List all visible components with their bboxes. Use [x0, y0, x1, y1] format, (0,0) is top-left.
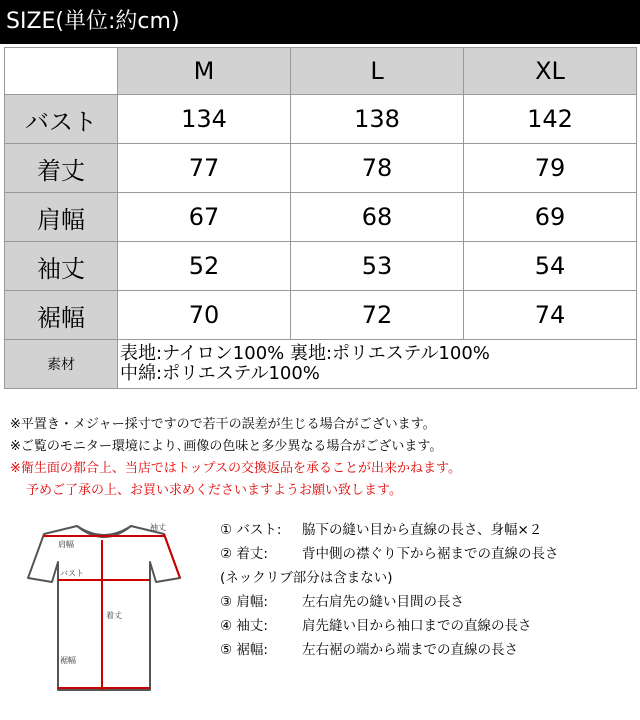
table-cell: 68 — [291, 193, 464, 242]
table-cell: 79 — [464, 144, 637, 193]
row-label-hem: 裾幅 — [5, 291, 118, 340]
legend-item: ② 着丈: 背中側の襟ぐり下から裾までの直線の長さ — [220, 546, 559, 562]
table-cell: 72 — [291, 291, 464, 340]
row-label-shoulder: 肩幅 — [5, 193, 118, 242]
row-label-material: 素材 — [5, 340, 118, 389]
column-header-xl: XL — [464, 48, 637, 95]
corner-cell — [5, 48, 118, 95]
table-cell: 77 — [118, 144, 291, 193]
note-no-returns: ※衛生面の都合上、当店ではトップスの交換返品を承ることが出来かねます。 — [10, 461, 461, 476]
table-cell: 138 — [291, 95, 464, 144]
legend-item: ③ 肩幅: 左右肩先の縫い目間の長さ — [220, 594, 464, 610]
table-row — [5, 193, 637, 242]
size-header — [0, 0, 640, 44]
bust-label: バスト — [60, 569, 84, 578]
legend-item: ④ 袖丈: 肩先縫い目から袖口までの直線の長さ — [220, 618, 532, 634]
note-monitor: ※ご覧のモニター環境により､画像の色味と多少異なる場合がございます。 — [10, 439, 443, 454]
table-row — [5, 242, 637, 291]
table-cell: 54 — [464, 242, 637, 291]
table-cell: 78 — [291, 144, 464, 193]
note-acknowledge: 予めご了承の上、お買い求めくださいますようお願い致します。 — [26, 483, 402, 498]
row-label-bust: バスト — [5, 95, 118, 144]
shoulder-label: 肩幅 — [58, 540, 74, 549]
column-header-m: M — [118, 48, 291, 95]
table-cell: 52 — [118, 242, 291, 291]
table-cell: 142 — [464, 95, 637, 144]
table-cell: 74 — [464, 291, 637, 340]
row-label-length: 着丈 — [5, 144, 118, 193]
table-cell: 69 — [464, 193, 637, 242]
note-measurement: ※平置き・メジャー採寸ですので若干の誤差が生じる場合がございます。 — [10, 417, 436, 432]
measurement-legend — [220, 518, 559, 662]
size-table — [4, 47, 637, 389]
table-row — [5, 291, 637, 340]
hem-label: 裾幅 — [60, 656, 76, 665]
table-cell: 134 — [118, 95, 291, 144]
size-table-header-row — [5, 48, 637, 95]
material-row — [5, 340, 637, 389]
notes-block — [10, 414, 461, 502]
table-cell: 70 — [118, 291, 291, 340]
material-line-2: 中綿:ポリエステル100% — [120, 363, 320, 384]
legend-item: (ネックリブ部分は含まない) — [220, 570, 393, 586]
table-cell: 67 — [118, 193, 291, 242]
sleeve-label: 袖丈 — [150, 523, 166, 532]
tshirt-outline — [28, 526, 180, 690]
table-row — [5, 144, 637, 193]
table-row — [5, 95, 637, 144]
material-line-1: 表地:ナイロン100% 裏地:ポリエステル100% — [120, 343, 490, 364]
size-title: SIZE(単位:約cm) — [6, 9, 180, 34]
row-label-sleeve: 袖丈 — [5, 242, 118, 291]
table-cell: 53 — [291, 242, 464, 291]
legend-item: ① バスト: 脇下の縫い目から直線の長さ、身幅×２ — [220, 522, 543, 538]
length-label: 着丈 — [106, 611, 122, 620]
legend-item: ⑤ 裾幅: 左右裾の端から端までの直線の長さ — [220, 642, 518, 658]
material-cell — [118, 340, 637, 389]
column-header-l: L — [291, 48, 464, 95]
tshirt-diagram — [14, 518, 194, 698]
